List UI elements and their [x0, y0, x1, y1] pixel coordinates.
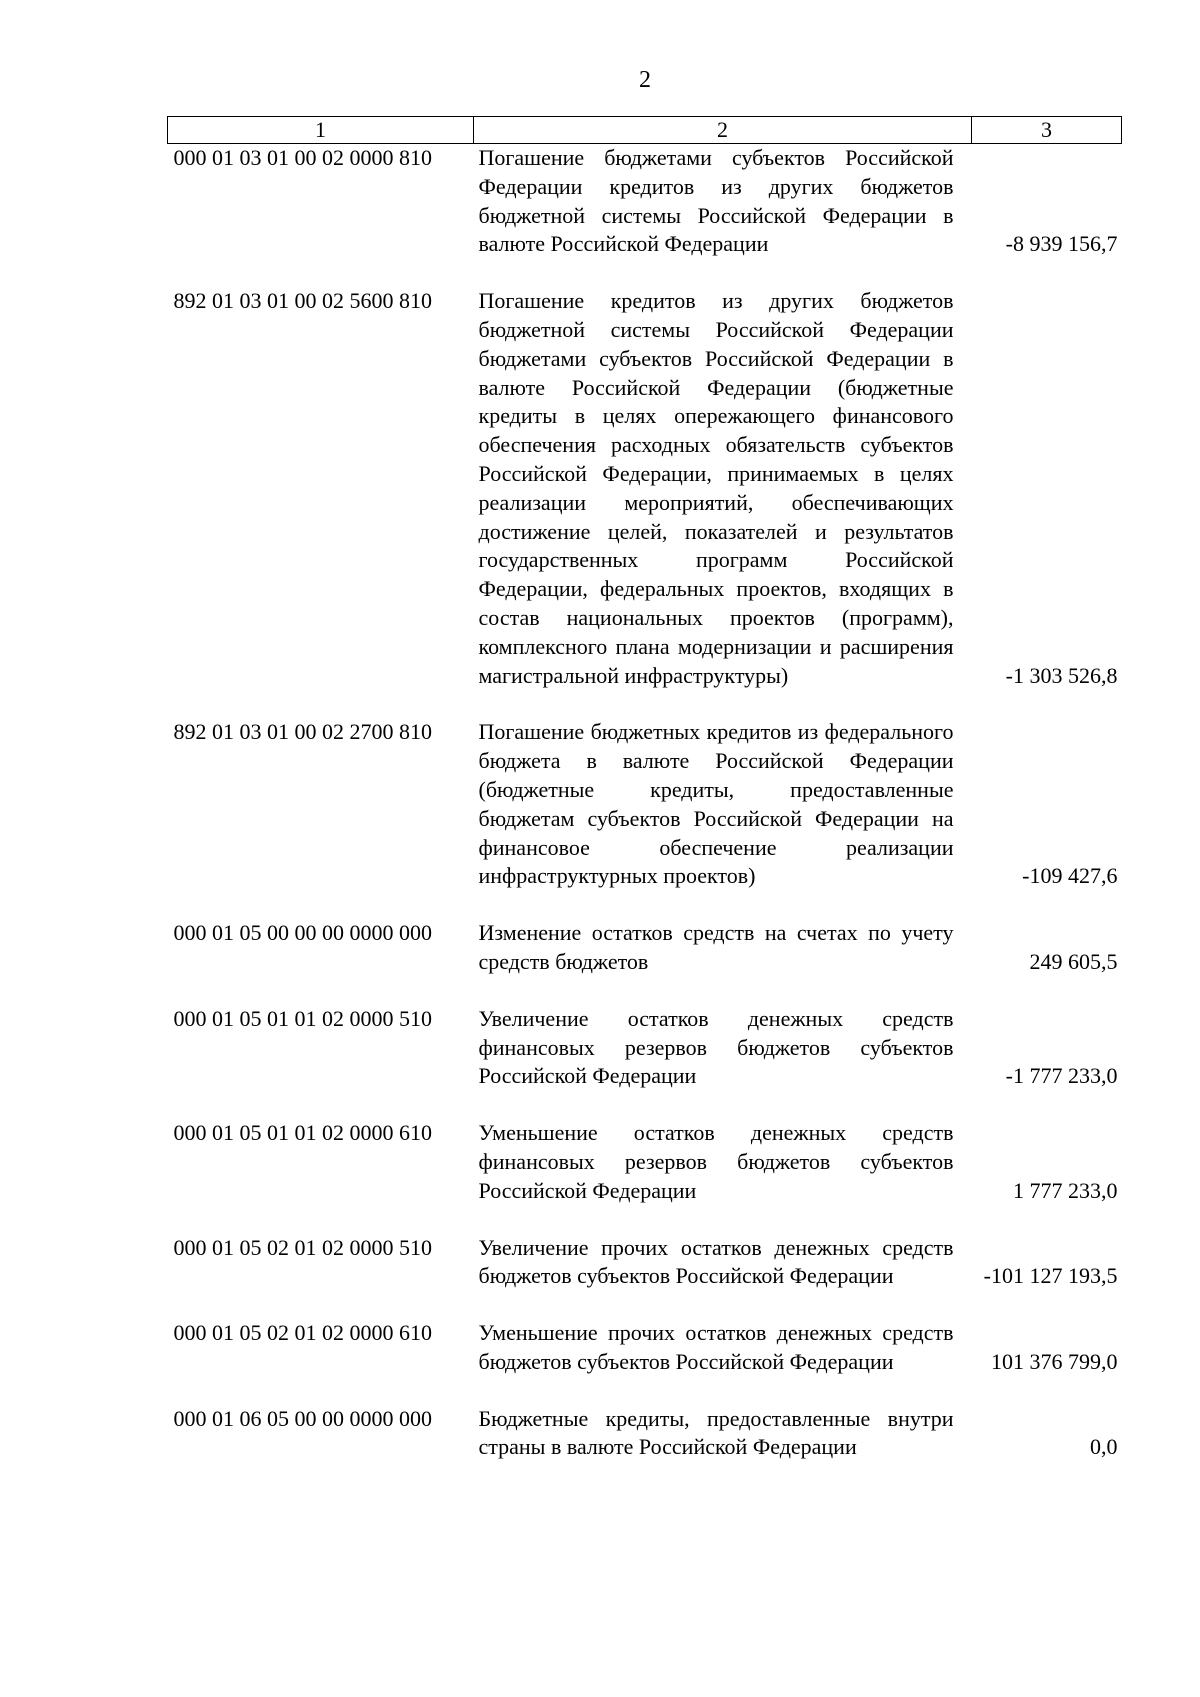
table-row: [168, 1234, 1122, 1320]
table-header: [168, 117, 1122, 144]
row-description: Погашение кредитов из других бюджетов бюджетной системы Российской Федерации бюджетами субъектов Российской Федерации в валюте Российской Федерации (бюджетные кредиты в целях опережающего финансового обеспечения расходных обязательств субъектов Российской Федерации, принимаемых в целях реализации мероприятий, обеспечивающих достижение целей, показателей и результатов государственных программ Российской Федерации, федеральных проектов, входящих в состав национальных проектов (программ), комплексного плана модернизации и расширения магистральной инфраструктуры): [478, 288, 954, 688]
row-description: Уменьшение прочих остатков денежных средств бюджетов субъектов Российской Федерации: [478, 1320, 954, 1374]
row-amount: -109 427,6: [1022, 863, 1118, 889]
row-description: Бюджетные кредиты, предоставленные внутри страны в валюте Российской Федерации: [478, 1405, 954, 1460]
header-col-2: 2: [474, 117, 972, 144]
budget-code: 000 01 06 05 00 00 0000 000: [173, 1405, 432, 1431]
page-number: 2: [639, 67, 651, 93]
row-description: Уменьшение остатков денежных средств финансовых резервов бюджетов субъектов Российской Федерации: [478, 1120, 954, 1203]
budget-sources-table: [167, 116, 1122, 1490]
table-row: [168, 144, 1122, 288]
table-row: [168, 287, 1122, 718]
table-row: [168, 1405, 1122, 1491]
table-row: [168, 718, 1122, 919]
row-amount: -1 777 233,0: [1005, 1063, 1118, 1089]
budget-code: 000 01 05 01 01 02 0000 610: [173, 1120, 432, 1146]
header-row: [168, 117, 1122, 144]
row-amount: -8 939 156,7: [1005, 231, 1118, 257]
budget-code: 000 01 05 01 01 02 0000 510: [173, 1005, 432, 1031]
row-amount: 249 605,5: [1029, 948, 1118, 974]
table-row: [168, 1005, 1122, 1119]
header-col-1: 1: [168, 117, 474, 144]
header-col-3: 3: [972, 117, 1122, 144]
row-amount: -101 127 193,5: [983, 1263, 1118, 1289]
budget-code: 000 01 05 02 01 02 0000 510: [173, 1234, 432, 1260]
row-amount: -1 303 526,8: [1005, 662, 1118, 688]
row-amount: 101 376 799,0: [991, 1348, 1118, 1374]
row-amount: 0,0: [1090, 1434, 1118, 1460]
budget-code: 000 01 03 01 00 02 0000 810: [173, 145, 432, 170]
budget-code: 892 01 03 01 00 02 2700 810: [173, 719, 432, 745]
budget-code: 892 01 03 01 00 02 5600 810: [173, 288, 432, 314]
row-description: Изменение остатков средств на счетах по учету средств бюджетов: [478, 920, 954, 974]
row-description: Увеличение остатков денежных средств финансовых резервов бюджетов субъектов Российской Федерации: [478, 1005, 954, 1089]
row-description: Увеличение прочих остатков денежных средств бюджетов субъектов Российской Федерации: [478, 1234, 954, 1289]
row-amount: 1 777 233,0: [1013, 1177, 1118, 1203]
row-description: Погашение бюджетных кредитов из федерального бюджета в валюте Российской Федерации (бюджетные кредиты, предоставленные бюджетам субъектов Российской Федерации на финансовое обеспечение реализации инфраструктурных проектов): [478, 719, 954, 889]
budget-code: 000 01 05 00 00 00 0000 000: [173, 920, 432, 946]
table-body: [168, 144, 1122, 1491]
table-row: [168, 1319, 1122, 1405]
table-row: [168, 1119, 1122, 1233]
budget-code: 000 01 05 02 01 02 0000 610: [173, 1320, 432, 1346]
row-description: Погашение бюджетами субъектов Российской Федерации кредитов из других бюджетов бюджетной системы Российской Федерации в валюте Российской Федерации: [478, 145, 954, 257]
table-row: [168, 919, 1122, 1005]
